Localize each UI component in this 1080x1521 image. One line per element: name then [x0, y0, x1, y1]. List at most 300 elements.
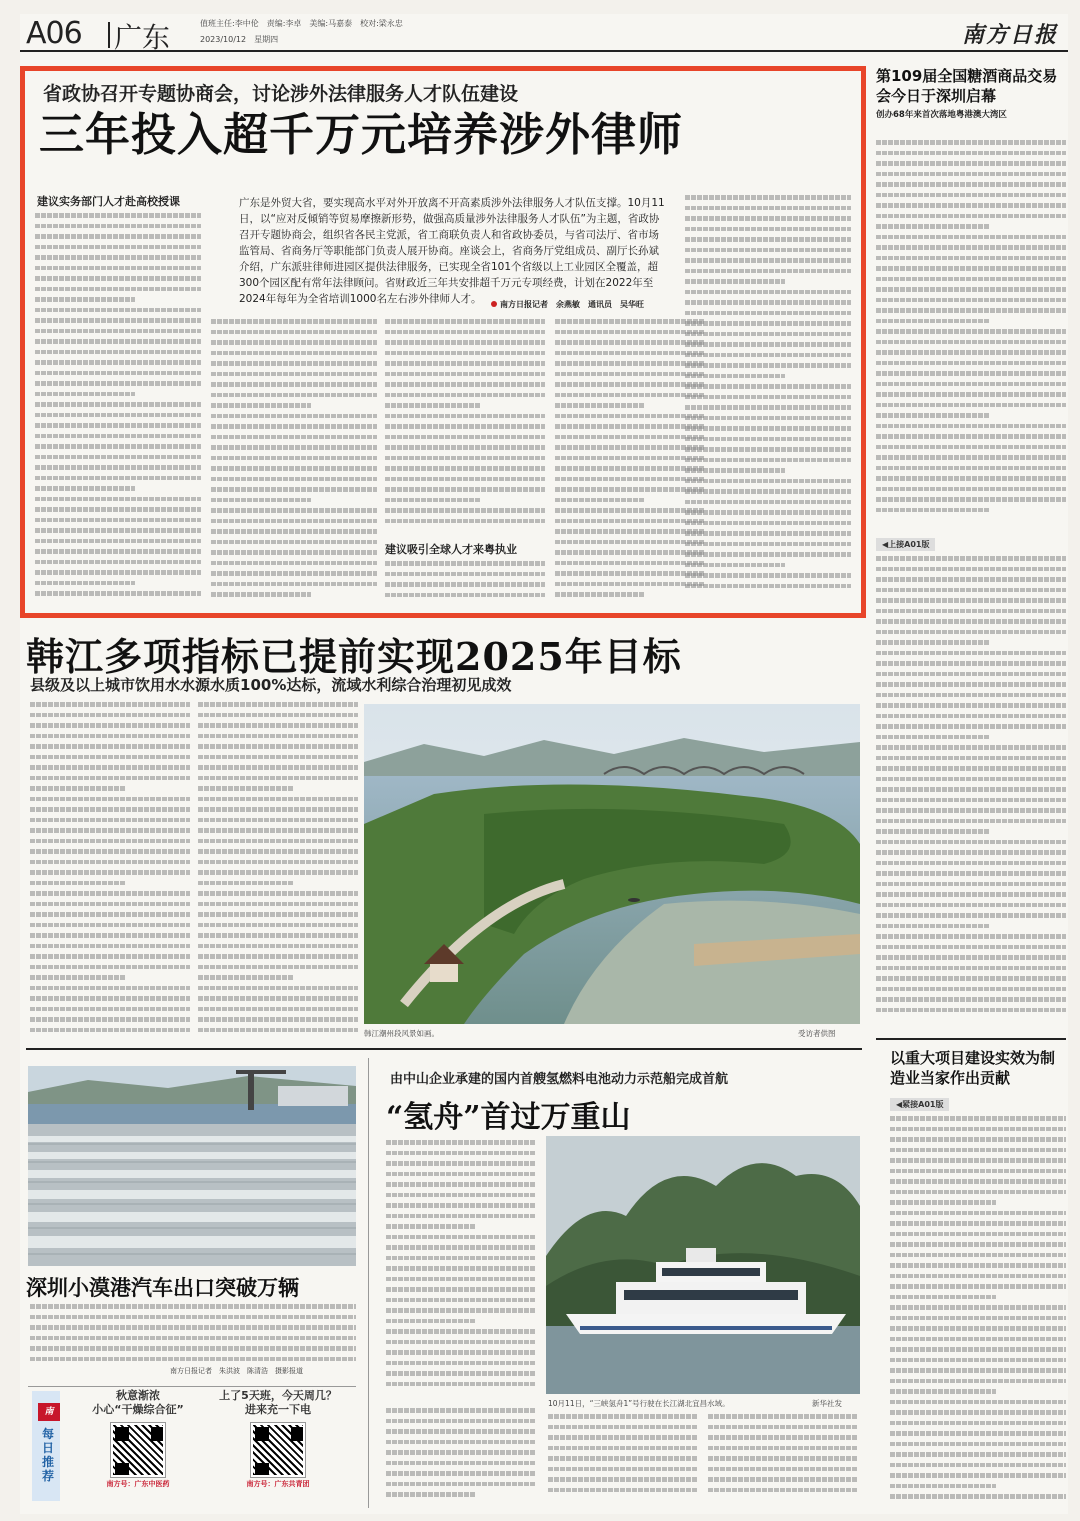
text-line — [386, 1329, 536, 1340]
text-line — [30, 713, 190, 724]
text-line — [876, 945, 1066, 956]
text-line — [876, 714, 1066, 725]
text-line — [876, 329, 1066, 340]
text-line — [555, 435, 705, 446]
text-line — [685, 269, 851, 280]
text-line — [555, 340, 705, 351]
text-line — [386, 1172, 536, 1183]
text-line — [890, 1284, 1066, 1295]
text-line — [548, 1425, 698, 1436]
text-line — [35, 476, 201, 487]
text-line — [211, 445, 377, 456]
text-line — [386, 1429, 536, 1440]
text-line — [386, 1371, 536, 1382]
text-line — [30, 933, 190, 944]
text-line — [555, 582, 705, 593]
text-line — [30, 818, 190, 829]
text-line — [198, 986, 358, 997]
promo-card-1[interactable] — [68, 1389, 208, 1489]
text-line — [386, 1471, 536, 1482]
hydrogen-body-text — [386, 1140, 536, 1390]
text-line — [708, 1488, 858, 1499]
qr-code-icon[interactable] — [251, 1423, 305, 1477]
text-line — [198, 881, 294, 892]
text-line — [685, 321, 851, 332]
text-line — [211, 372, 377, 383]
text-line — [890, 1431, 1066, 1442]
right-headline-1: 第109届全国糖酒商品交易会今日于深圳启幕 — [876, 67, 1058, 105]
text-line — [211, 361, 377, 372]
text-line — [386, 1492, 476, 1503]
text-line — [876, 861, 1066, 872]
text-line — [876, 350, 1066, 361]
hydrogen-ship-image — [546, 1136, 860, 1394]
text-line — [35, 350, 201, 361]
text-line — [890, 1116, 1066, 1127]
text-line — [876, 151, 1066, 162]
text-line — [35, 329, 201, 340]
text-line — [876, 934, 1066, 945]
text-line — [386, 1382, 536, 1391]
hydrogen-photo-credit: 新华社发 — [812, 1399, 842, 1408]
text-line — [876, 798, 1066, 809]
text-line — [890, 1326, 1066, 1337]
text-line — [685, 552, 851, 563]
text-line — [30, 797, 190, 808]
text-line — [876, 672, 1066, 683]
text-line — [876, 382, 1066, 393]
text-line — [685, 563, 785, 574]
text-line — [876, 997, 1066, 1008]
text-line — [876, 619, 1066, 630]
text-line — [386, 1224, 476, 1235]
text-line — [386, 1161, 536, 1172]
text-line — [890, 1473, 1066, 1484]
text-line — [30, 1336, 356, 1347]
text-line — [211, 319, 377, 330]
hanjiang-photo — [364, 704, 860, 1024]
text-line — [30, 723, 190, 734]
text-line — [548, 1414, 698, 1425]
text-line — [30, 986, 190, 997]
body-text-column — [35, 213, 201, 605]
text-line — [890, 1127, 1066, 1138]
lead-headline: 三年投入超千万元培养涉外律师 — [39, 108, 684, 161]
text-line — [890, 1484, 996, 1495]
text-line — [890, 1169, 1066, 1180]
text-line — [386, 1350, 536, 1361]
text-line — [386, 1203, 536, 1214]
shenzhen-byline: 南方日报记者 朱洪波 陈清浩 摄影报道 — [170, 1367, 303, 1375]
text-line — [35, 591, 201, 602]
text-line — [876, 577, 1066, 588]
text-line — [386, 1340, 536, 1351]
text-line — [385, 582, 545, 593]
text-line — [876, 193, 1066, 204]
text-line — [555, 456, 705, 467]
text-line — [35, 392, 135, 403]
text-line — [30, 891, 190, 902]
text-line — [35, 528, 201, 539]
text-line — [30, 849, 190, 860]
body-text-column — [555, 319, 705, 605]
text-line — [198, 839, 358, 850]
text-line — [555, 550, 705, 561]
text-line — [685, 363, 851, 374]
text-line — [385, 382, 545, 393]
text-line — [685, 405, 851, 416]
body-text-column — [211, 319, 377, 605]
text-line — [555, 498, 645, 509]
text-line — [35, 402, 201, 413]
text-line — [555, 592, 645, 603]
text-line — [685, 489, 851, 500]
text-line — [708, 1467, 858, 1478]
text-line — [30, 944, 190, 955]
masthead — [20, 14, 1068, 52]
text-line — [386, 1440, 536, 1451]
text-line — [876, 466, 1066, 477]
text-line — [30, 744, 190, 755]
text-line — [685, 531, 851, 542]
text-line — [890, 1158, 1066, 1169]
text-line — [30, 965, 190, 976]
text-line — [890, 1232, 1066, 1243]
text-line — [685, 458, 851, 469]
text-line — [30, 734, 190, 745]
text-line — [876, 903, 1066, 914]
text-line — [386, 1482, 536, 1493]
text-line — [35, 276, 201, 287]
text-line — [876, 913, 1066, 924]
text-line — [35, 507, 201, 518]
qr-code-icon[interactable] — [111, 1423, 165, 1477]
text-line — [555, 330, 705, 341]
text-line — [35, 255, 201, 266]
text-line — [890, 1211, 1066, 1222]
text-line — [876, 756, 1066, 767]
text-line — [211, 393, 377, 404]
text-line — [198, 912, 358, 923]
text-line — [30, 975, 126, 986]
text-line — [211, 351, 377, 362]
text-line — [198, 849, 358, 860]
text-line — [876, 1008, 1066, 1019]
text-line — [876, 630, 1066, 641]
text-line — [198, 965, 358, 976]
text-line — [876, 661, 1066, 672]
text-line — [211, 561, 377, 572]
text-line — [685, 384, 851, 395]
text-line — [30, 923, 190, 934]
text-line — [385, 561, 545, 572]
text-line — [35, 444, 201, 455]
text-line — [876, 567, 1066, 578]
hanjiang-photo-caption: 韩江潮州段风景如画。 — [364, 1029, 439, 1038]
right-body-text — [876, 140, 1066, 524]
hydrogen-body-text — [708, 1414, 858, 1508]
text-line — [876, 392, 1066, 403]
text-line — [890, 1148, 1066, 1159]
text-line — [211, 540, 377, 551]
text-line — [890, 1200, 996, 1211]
text-line — [35, 549, 201, 560]
text-line — [890, 1137, 1066, 1148]
text-line — [386, 1256, 536, 1267]
text-line — [30, 828, 190, 839]
text-line — [385, 403, 481, 414]
text-line — [876, 308, 1066, 319]
text-line — [890, 1452, 1066, 1463]
text-line — [385, 330, 545, 341]
text-line — [386, 1287, 536, 1298]
promo-card-2-label: 南方号：广东共青团 — [246, 1480, 310, 1488]
text-line — [555, 466, 705, 477]
text-line — [685, 437, 851, 448]
text-line — [555, 351, 705, 362]
text-line — [555, 487, 705, 498]
text-line — [35, 413, 201, 424]
nanfang-logo-icon: 南 — [38, 1403, 60, 1421]
hydrogen-body-text — [548, 1414, 698, 1508]
text-line — [385, 361, 545, 372]
text-line — [876, 682, 1066, 693]
text-line — [685, 447, 851, 458]
text-line — [30, 765, 190, 776]
text-line — [876, 476, 1066, 487]
text-line — [876, 609, 1066, 620]
newspaper-page — [20, 14, 1068, 1514]
text-line — [385, 508, 545, 519]
text-line — [876, 161, 1066, 172]
text-line — [555, 403, 645, 414]
text-line — [876, 724, 1066, 735]
text-line — [198, 807, 358, 818]
hydrogen-headline: “氢舟”首过万重山 — [386, 1100, 631, 1135]
text-line — [876, 787, 1066, 798]
text-line — [890, 1358, 1066, 1369]
text-line — [386, 1182, 536, 1193]
body-text-column — [385, 319, 545, 535]
text-line — [386, 1298, 536, 1309]
text-line — [211, 414, 377, 425]
section-name: 广东 — [114, 21, 171, 54]
text-line — [198, 786, 294, 797]
text-line — [890, 1494, 1066, 1505]
text-line — [30, 702, 190, 713]
port-photo — [28, 1066, 356, 1266]
text-line — [386, 1450, 536, 1461]
text-line — [685, 216, 851, 227]
text-line — [876, 976, 1066, 987]
text-line — [35, 570, 201, 581]
right-headline-2: 以重大项目建设实效为制造业当家作出贡献 — [890, 1049, 1056, 1087]
text-line — [685, 237, 851, 248]
text-line — [876, 987, 1066, 998]
text-line — [876, 703, 1066, 714]
text-line — [211, 550, 377, 561]
text-line — [30, 1357, 356, 1365]
text-line — [211, 466, 377, 477]
text-line — [198, 1017, 358, 1028]
text-line — [876, 966, 1066, 977]
body-text-column — [385, 561, 545, 605]
promo-card-2[interactable] — [208, 1389, 348, 1489]
lead-article-highlight[interactable] — [20, 66, 866, 618]
text-line — [198, 828, 358, 839]
text-line — [876, 735, 990, 746]
text-line — [198, 1007, 358, 1018]
text-line — [555, 424, 705, 435]
text-line — [35, 381, 201, 392]
text-line — [35, 581, 135, 592]
text-line — [876, 182, 1066, 193]
divider — [876, 1038, 1066, 1040]
text-line — [876, 245, 1066, 256]
hanjiang-headline: 韩江多项指标已提前实现2025年目标 — [26, 634, 682, 679]
text-line — [685, 584, 851, 595]
lead-subhead: 建议实务部门人才赴高校授课 — [37, 195, 180, 208]
masthead-divider — [108, 22, 110, 48]
text-line — [876, 214, 1066, 225]
text-line — [211, 519, 377, 530]
text-line — [876, 556, 1066, 567]
text-line — [708, 1456, 858, 1467]
text-line — [385, 477, 545, 488]
text-line — [211, 435, 377, 446]
text-line — [685, 374, 785, 385]
text-line — [35, 287, 201, 298]
text-line — [386, 1277, 536, 1288]
text-line — [30, 860, 190, 871]
text-line — [685, 395, 851, 406]
text-line — [876, 924, 990, 935]
text-line — [198, 923, 358, 934]
text-line — [555, 519, 705, 530]
text-line — [876, 172, 1066, 183]
text-line — [198, 860, 358, 871]
text-line — [685, 290, 851, 301]
text-line — [385, 466, 545, 477]
text-line — [385, 351, 545, 362]
page-number: A06 — [26, 16, 82, 51]
jump-link-2[interactable]: ◀紧接A01版 — [890, 1098, 949, 1111]
text-line — [876, 829, 990, 840]
text-line — [211, 487, 377, 498]
text-line — [555, 540, 705, 551]
lead-byline — [491, 299, 644, 310]
text-line — [685, 468, 785, 479]
text-line — [685, 416, 851, 427]
text-line — [555, 508, 705, 519]
jump-link-1[interactable]: ◀上接A01版 — [876, 538, 935, 551]
text-line — [35, 360, 201, 371]
text-line — [211, 477, 377, 488]
text-line — [198, 902, 358, 913]
text-line — [876, 871, 1066, 882]
text-line — [198, 744, 358, 755]
text-line — [890, 1253, 1066, 1264]
text-line — [386, 1140, 536, 1151]
text-line — [890, 1442, 1066, 1453]
shenzhen-body-text — [30, 1304, 356, 1364]
text-line — [35, 213, 201, 224]
text-line — [35, 560, 201, 571]
text-line — [30, 807, 190, 818]
hydrogen-kicker: 由中山企业承建的国内首艘氢燃料电池动力示范船完成首航 — [390, 1072, 729, 1087]
text-line — [386, 1361, 536, 1372]
text-line — [876, 340, 1066, 351]
text-line — [385, 340, 545, 351]
text-line — [890, 1316, 1066, 1327]
byline-bullet-icon — [491, 301, 497, 307]
text-line — [685, 332, 851, 343]
text-line — [685, 500, 851, 511]
text-line — [385, 414, 545, 425]
text-line — [890, 1400, 1066, 1411]
right-body-text — [876, 556, 1066, 1020]
car-port-image — [28, 1066, 356, 1266]
text-line — [198, 797, 358, 808]
text-line — [386, 1408, 536, 1419]
text-line — [30, 1007, 190, 1018]
text-line — [211, 330, 377, 341]
text-line — [876, 371, 1066, 382]
text-line — [876, 777, 1066, 788]
text-line — [548, 1488, 698, 1499]
text-line — [385, 424, 545, 435]
text-line — [708, 1414, 858, 1425]
text-line — [30, 912, 190, 923]
text-line — [385, 435, 545, 446]
text-line — [685, 353, 851, 364]
text-line — [548, 1467, 698, 1478]
text-line — [30, 996, 190, 1007]
text-line — [35, 465, 201, 476]
text-line — [890, 1263, 1066, 1274]
text-line — [211, 382, 377, 393]
edition-date: 2023/10/12 星期四 — [200, 35, 279, 44]
text-line — [198, 755, 358, 766]
divider — [368, 1058, 369, 1508]
text-line — [30, 881, 126, 892]
text-line — [198, 702, 358, 713]
text-line — [211, 508, 377, 519]
text-line — [198, 818, 358, 829]
promo-card-2-title: 上了5天班，今天周几？ 进来充一下电 — [219, 1389, 337, 1416]
lead-kicker: 省政协召开专题协商会，讨论涉外法律服务人才队伍建设 — [43, 83, 519, 105]
text-line — [555, 372, 705, 383]
text-line — [35, 539, 201, 550]
text-line — [30, 1017, 190, 1028]
text-line — [876, 319, 990, 330]
text-line — [30, 1346, 356, 1357]
text-line — [386, 1214, 536, 1225]
promo-card-1-label: 南方号：广东中医药 — [106, 1480, 170, 1488]
text-line — [198, 713, 358, 724]
text-line — [385, 487, 545, 498]
text-line — [876, 203, 1066, 214]
text-line — [30, 1315, 356, 1326]
text-line — [890, 1410, 1066, 1421]
text-line — [555, 445, 705, 456]
text-line — [685, 227, 851, 238]
text-line — [30, 870, 190, 881]
text-line — [211, 529, 377, 540]
text-line — [555, 561, 705, 572]
promo-card-1-title: 秋意渐浓 小心“干燥综合征” — [92, 1389, 184, 1416]
text-line — [890, 1389, 996, 1400]
